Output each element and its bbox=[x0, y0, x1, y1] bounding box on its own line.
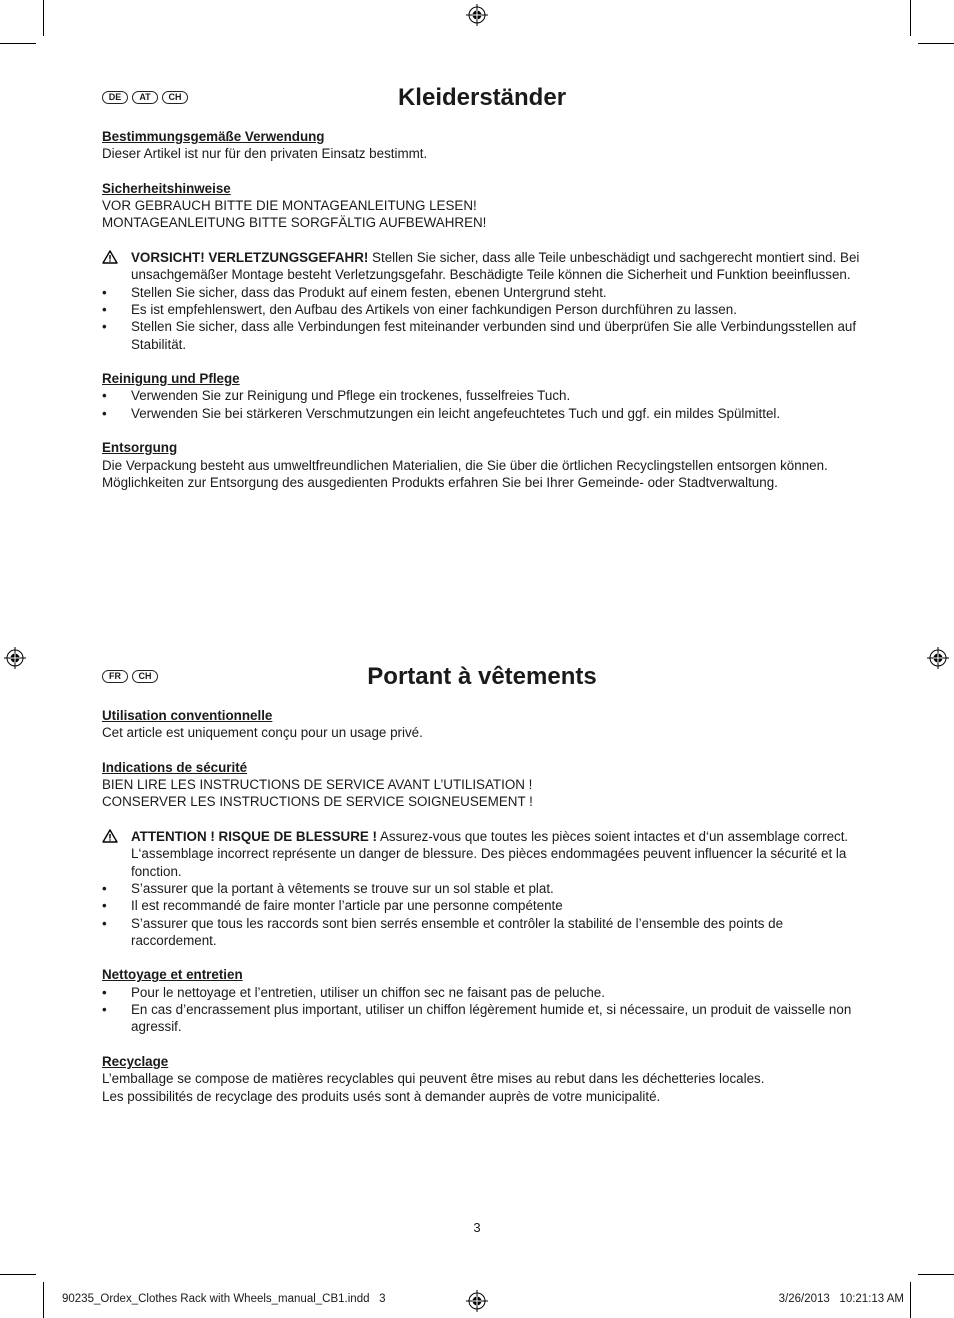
paragraph: Les possibilités de recyclage des produits usés sont à demander auprès de votre municipalité. bbox=[102, 1088, 661, 1104]
section-heading: Sicherheitshinweise bbox=[102, 180, 231, 196]
list-item-text: Il est recommandé de faire monter l’article par une personne compétente bbox=[131, 898, 563, 914]
list-item-text: Stellen Sie sicher, dass das Produkt auf einem festen, ebenen Untergrund steht. bbox=[131, 284, 607, 300]
bullet: • bbox=[102, 284, 107, 300]
warning-triangle-icon bbox=[102, 250, 118, 264]
page-number: 3 bbox=[473, 1220, 481, 1235]
list-item bbox=[102, 1001, 862, 1036]
section-heading: Recyclage bbox=[102, 1053, 169, 1069]
paragraph: Dieser Artikel ist nur für den privaten Einsatz bestimmt. bbox=[102, 146, 428, 162]
list-item-text: S’assurer que tous les raccords sont bien serrés ensemble et contrôler la stabilité de l’ensemble des points de raccordement. bbox=[131, 915, 784, 948]
list-item-text: En cas d’encrassement plus important, utiliser un chiffon légèrement humide et, si nécessaire, un produit de vaisselle non agressif. bbox=[131, 1002, 852, 1035]
list-item bbox=[102, 405, 862, 422]
bullet: • bbox=[102, 319, 107, 335]
list-item bbox=[102, 915, 862, 950]
bullet: • bbox=[102, 915, 107, 931]
country-badge-ch: CH bbox=[132, 670, 158, 683]
paragraph: CONSERVER LES INSTRUCTIONS DE SERVICE SOIGNEUSEMENT ! bbox=[102, 794, 533, 810]
bullet: • bbox=[102, 984, 107, 1000]
country-badge-at: AT bbox=[132, 91, 158, 104]
bullet: • bbox=[102, 301, 107, 317]
bullet: • bbox=[102, 898, 107, 914]
list-item bbox=[102, 880, 862, 897]
section-heading: Bestimmungsgemäße Verwendung bbox=[102, 129, 325, 144]
section-heading: Nettoyage et entretien bbox=[102, 967, 243, 983]
list-item bbox=[102, 284, 862, 301]
registration-mark-icon bbox=[466, 1290, 488, 1312]
country-badge-de: DE bbox=[102, 91, 128, 104]
list-item bbox=[102, 387, 862, 404]
list-item bbox=[102, 301, 862, 318]
content-body bbox=[102, 707, 862, 1105]
registration-mark-icon bbox=[927, 647, 949, 669]
bullet: • bbox=[102, 880, 107, 896]
page-title: Portant à vêtements bbox=[367, 663, 597, 690]
crop-mark bbox=[43, 1282, 44, 1318]
bullet: • bbox=[102, 388, 107, 404]
registration-mark-icon bbox=[4, 647, 26, 669]
list-item-text: Es ist empfehlenswert, den Aufbau des Artikels von einer fachkundigen Person durchführen zu lassen. bbox=[131, 301, 737, 317]
list-item bbox=[102, 318, 862, 353]
country-badge-ch: CH bbox=[162, 91, 188, 104]
bullet: • bbox=[102, 405, 107, 421]
paragraph: MONTAGEANLEITUNG BITTE SORGFÄLTIG AUFBEWAHREN! bbox=[102, 215, 487, 231]
section-heading: Utilisation conventionnelle bbox=[102, 708, 273, 723]
list-item-text: Verwenden Sie zur Reinigung und Pflege ein trockenes, fusselfreies Tuch. bbox=[131, 388, 571, 404]
crop-mark bbox=[0, 1274, 36, 1275]
paragraph: Cet article est uniquement conçu pour un usage privé. bbox=[102, 725, 423, 741]
warning-item bbox=[102, 828, 862, 880]
country-badge-fr: FR bbox=[102, 670, 128, 683]
crop-mark bbox=[43, 0, 44, 36]
warning-label: VORSICHT! VERLETZUNGSGEFAHR! bbox=[131, 250, 369, 266]
list-item-text: S’assurer que la portant à vêtements se trouve sur un sol stable et plat. bbox=[131, 880, 554, 896]
list-item bbox=[102, 897, 862, 914]
section-heading: Indications de sécurité bbox=[102, 759, 248, 775]
crop-mark bbox=[0, 43, 36, 44]
list-item-text: Stellen Sie sicher, dass alle Verbindungen fest miteinander verbunden sind und überprüfen Sie alle Verbindungsstellen auf Stabilität. bbox=[131, 319, 857, 352]
crop-mark bbox=[910, 0, 911, 36]
crop-mark bbox=[918, 1274, 954, 1275]
content-body bbox=[102, 128, 862, 491]
list-item-text: Verwenden Sie bei stärkeren Verschmutzungen ein leicht angefeuchtetes Tuch und ggf. ein mildes Spülmittel. bbox=[131, 405, 781, 421]
page-title: Kleiderständer bbox=[397, 84, 567, 111]
warning-item bbox=[102, 249, 862, 284]
crop-mark bbox=[918, 43, 954, 44]
warning-text: Stellen Sie sicher, dass alle Teile unbeschädigt und sachgerecht montiert sind. Bei unsachgemäßer Montage besteht Verletzungsgefahr. Beschädigte Teile können die Sicherheit und Funktion beeinflussen. bbox=[131, 250, 860, 283]
bullet: • bbox=[102, 1002, 107, 1018]
crop-mark bbox=[910, 1282, 911, 1318]
warning-label: ATTENTION ! RISQUE DE BLESSURE ! bbox=[131, 829, 377, 845]
warning-triangle-icon bbox=[102, 829, 118, 843]
paragraph: L’emballage se compose de matières recyclables qui peuvent être mises au rebut dans les déchetteries locales. bbox=[102, 1071, 765, 1087]
section-heading: Reinigung und Pflege bbox=[102, 371, 240, 387]
footer-file-info: 90235_Ordex_Clothes Rack with Wheels_manual_CB1.indd 3 bbox=[62, 1293, 386, 1305]
list-item bbox=[102, 984, 862, 1001]
paragraph: Die Verpackung besteht aus umweltfreundlichen Materialien, die Sie über die örtlichen Recyclingstellen entsorgen können. bbox=[102, 457, 828, 473]
registration-mark-icon bbox=[466, 4, 488, 26]
paragraph: VOR GEBRAUCH BITTE DIE MONTAGEANLEITUNG LESEN! bbox=[102, 198, 477, 214]
paragraph: BIEN LIRE LES INSTRUCTIONS DE SERVICE AVANT L’UTILISATION ! bbox=[102, 777, 533, 793]
list-item-text: Pour le nettoyage et l’entretien, utiliser un chiffon sec ne faisant pas de peluche. bbox=[131, 984, 605, 1000]
section-heading: Entsorgung bbox=[102, 440, 178, 456]
paragraph: Möglichkeiten zur Entsorgung des ausgedienten Produkts erfahren Sie bei Ihrer Gemeinde- oder Stadtverwaltung. bbox=[102, 474, 778, 490]
warning-text: Assurez-vous que toutes les pièces soient intactes et d‘un assemblage correct. L‘assemblage incorrect représente un danger de blessure. Des pièces endommagées peuvent influencer la sécurité et la fonction. bbox=[131, 829, 849, 879]
footer-timestamp: 3/26/2013 10:21:13 AM bbox=[778, 1293, 904, 1305]
